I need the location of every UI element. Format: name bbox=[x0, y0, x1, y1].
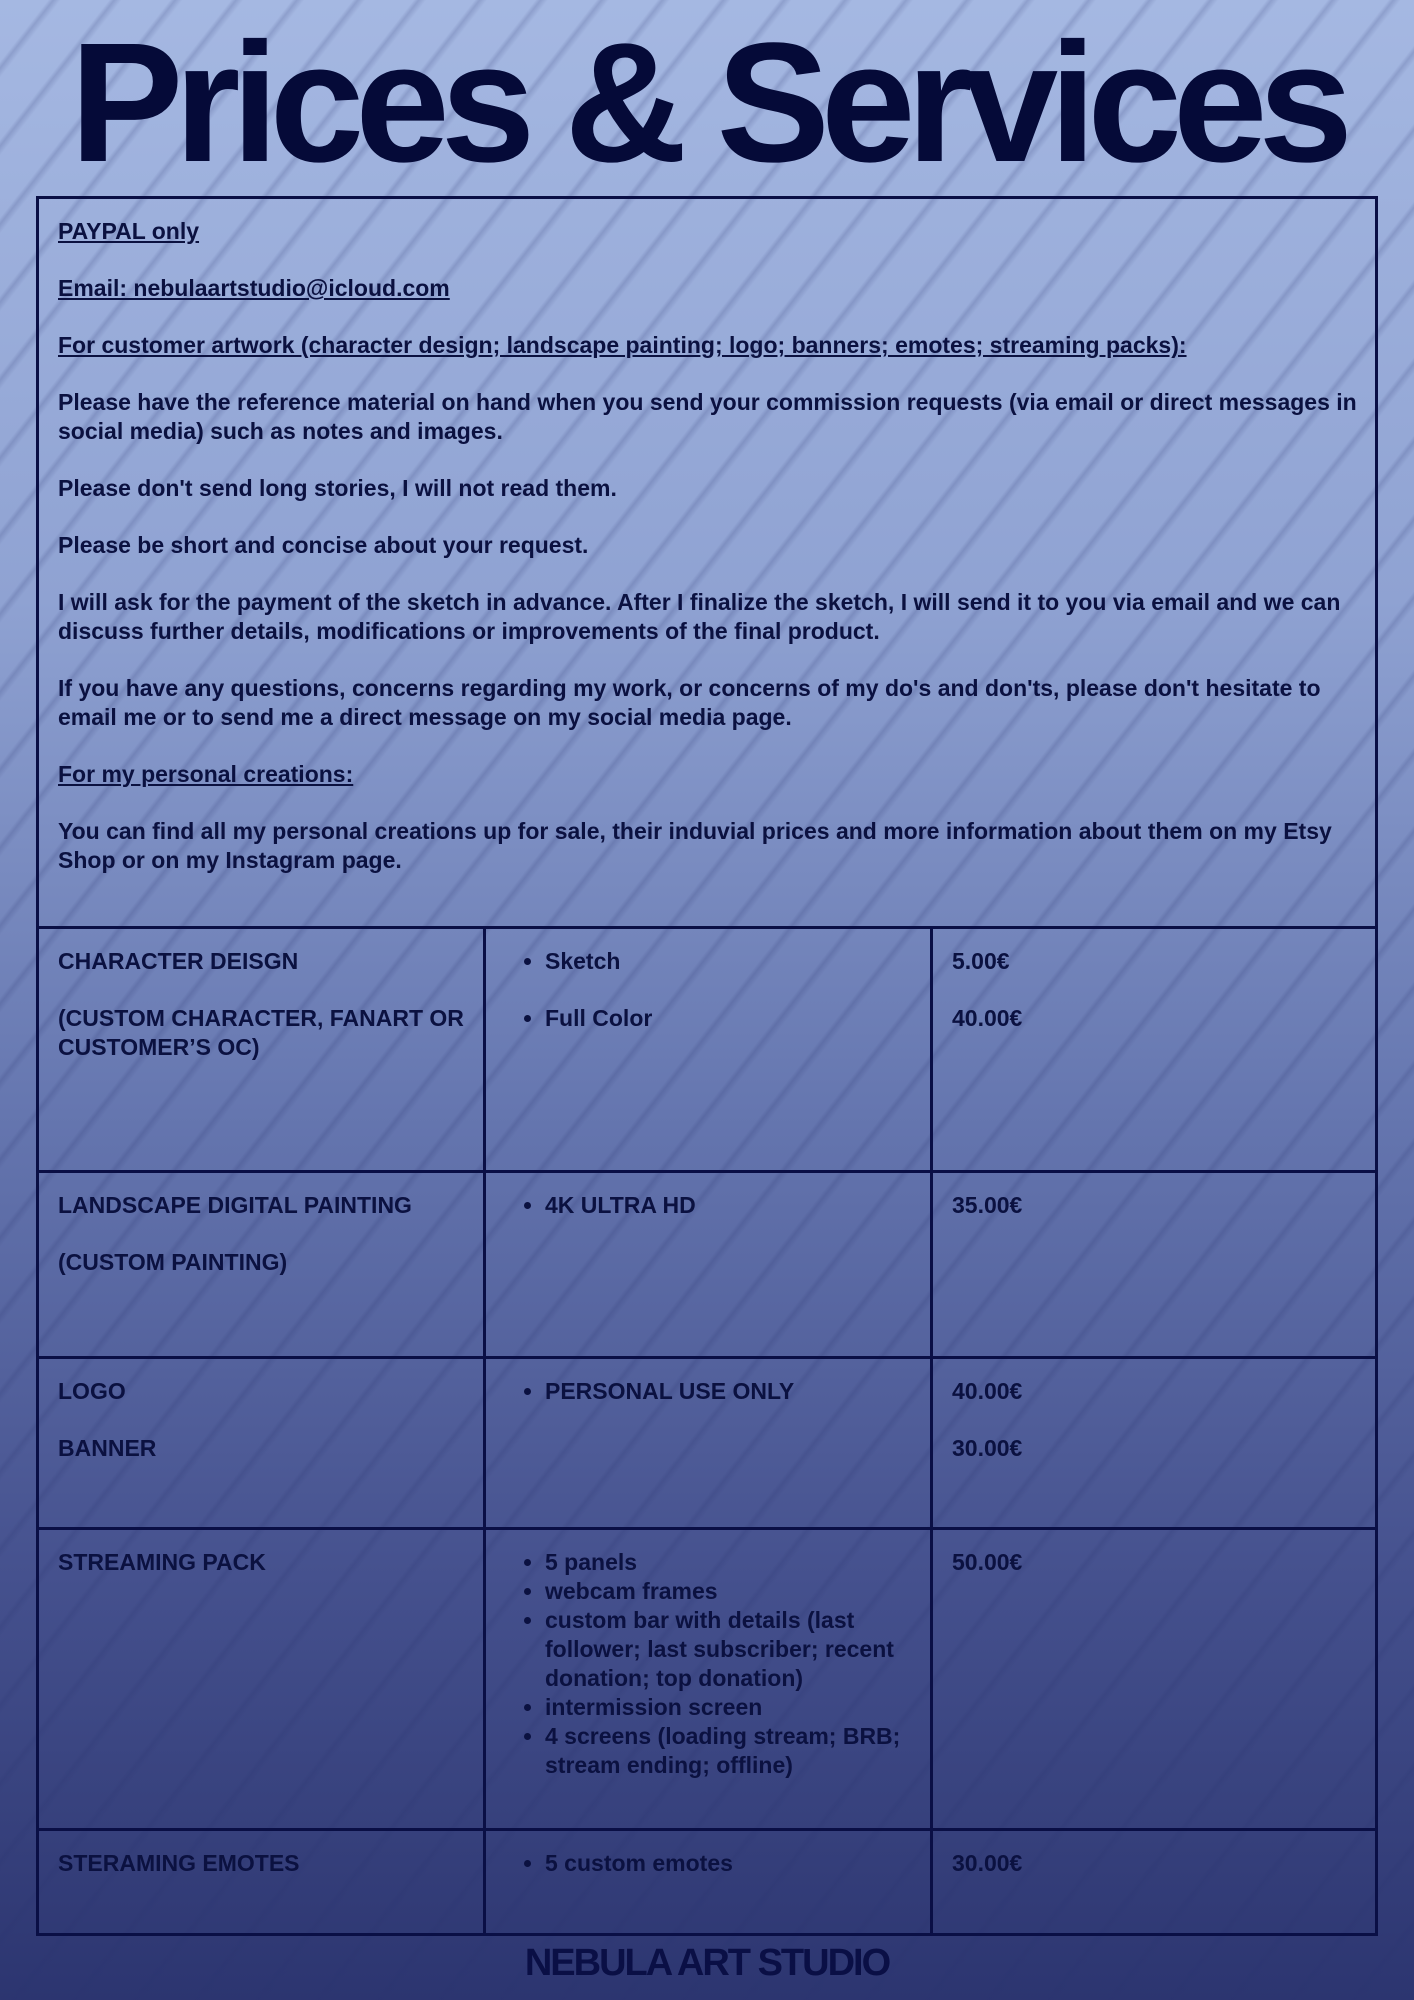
option-item: • 4K ULTRA HD bbox=[545, 1191, 911, 1220]
price-value: 40.00€ bbox=[952, 1378, 1023, 1404]
service-cell bbox=[39, 1173, 486, 1356]
pricing-row-character bbox=[39, 929, 1375, 1173]
intro-paragraph: Please be short and concise about your request. bbox=[58, 532, 589, 558]
option-item: • custom bar with details (last follower; last subscriber; recent donation; top donation) bbox=[545, 1606, 911, 1693]
price-value: 30.00€ bbox=[952, 1435, 1023, 1461]
service-name: LOGO bbox=[58, 1378, 126, 1404]
personal-creations-heading: For my personal creations: bbox=[58, 761, 354, 787]
service-cell bbox=[39, 1359, 486, 1527]
service-note: (CUSTOM CHARACTER, FANART OR CUSTOMER’S OC) bbox=[58, 1005, 464, 1060]
options-cell bbox=[486, 1530, 933, 1828]
service-cell bbox=[39, 1831, 486, 1933]
contact-email[interactable]: Email: nebulaartstudio@icloud.com bbox=[58, 275, 450, 301]
option-item: • webcam frames bbox=[545, 1577, 911, 1606]
page-title: Prices & Services bbox=[69, 8, 1345, 198]
option-item: • Full Color bbox=[545, 1004, 911, 1033]
option-item: • 5 panels bbox=[545, 1548, 911, 1577]
options-cell bbox=[486, 1359, 933, 1527]
service-name: LANDSCAPE DIGITAL PAINTING bbox=[58, 1192, 412, 1218]
intro-section bbox=[39, 199, 1375, 929]
price-value: 5.00€ bbox=[952, 948, 1010, 974]
pricing-row-streaming-pack bbox=[39, 1530, 1375, 1831]
intro-paragraph: Please have the reference material on hand when you send your commission requests (via email or direct messages in social media) such as notes and images. bbox=[58, 389, 1357, 444]
options-cell bbox=[486, 1173, 933, 1356]
options-cell bbox=[486, 929, 933, 1170]
service-name: STREAMING PACK bbox=[58, 1549, 266, 1575]
service-note: (CUSTOM PAINTING) bbox=[58, 1249, 288, 1275]
customer-artwork-heading: For customer artwork (character design; landscape painting; logo; banners; emotes; streaming packs): bbox=[58, 332, 1187, 358]
price-cell bbox=[933, 1359, 1375, 1527]
option-item: • Sketch bbox=[545, 947, 911, 976]
intro-paragraph: If you have any questions, concerns regarding my work, or concerns of my do's and don'ts, please don't hesitate to email me or to send me a direct message on my social media page. bbox=[58, 675, 1321, 730]
personal-creations-text: You can find all my personal creations up for sale, their induvial prices and more information about them on my Etsy Shop or on my Instagram page. bbox=[58, 818, 1332, 873]
option-item: • PERSONAL USE ONLY bbox=[545, 1377, 911, 1406]
service-name: CHARACTER DEISGN bbox=[58, 948, 299, 974]
price-cell bbox=[933, 929, 1375, 1170]
price-cell bbox=[933, 1530, 1375, 1828]
pricing-row-emotes bbox=[39, 1831, 1375, 1933]
payment-method: PAYPAL only bbox=[58, 218, 200, 244]
service-cell bbox=[39, 1530, 486, 1828]
studio-brand: NEBULA ART STUDIO bbox=[524, 1942, 890, 1984]
service-cell bbox=[39, 929, 486, 1170]
price-cell bbox=[933, 1173, 1375, 1356]
option-item: • intermission screen bbox=[545, 1693, 911, 1722]
intro-paragraph: I will ask for the payment of the sketch in advance. After I finalize the sketch, I will send it to you via email and we can discuss further details, modifications or improvements of the final product. bbox=[58, 589, 1341, 644]
pricing-row-landscape bbox=[39, 1173, 1375, 1359]
intro-paragraph: Please don't send long stories, I will not read them. bbox=[58, 475, 617, 501]
service-name: STERAMING EMOTES bbox=[58, 1850, 300, 1876]
price-value: 35.00€ bbox=[952, 1192, 1023, 1218]
options-cell bbox=[486, 1831, 933, 1933]
price-sheet bbox=[36, 196, 1378, 1936]
option-item: • 4 screens (loading stream; BRB; stream ending; offline) bbox=[545, 1722, 911, 1780]
price-value: 40.00€ bbox=[952, 1005, 1023, 1031]
option-item: • 5 custom emotes bbox=[545, 1849, 911, 1878]
price-cell bbox=[933, 1831, 1375, 1933]
price-value: 50.00€ bbox=[952, 1549, 1023, 1575]
pricing-row-logo-banner bbox=[39, 1359, 1375, 1530]
service-name: BANNER bbox=[58, 1435, 157, 1461]
price-value: 30.00€ bbox=[952, 1850, 1023, 1876]
